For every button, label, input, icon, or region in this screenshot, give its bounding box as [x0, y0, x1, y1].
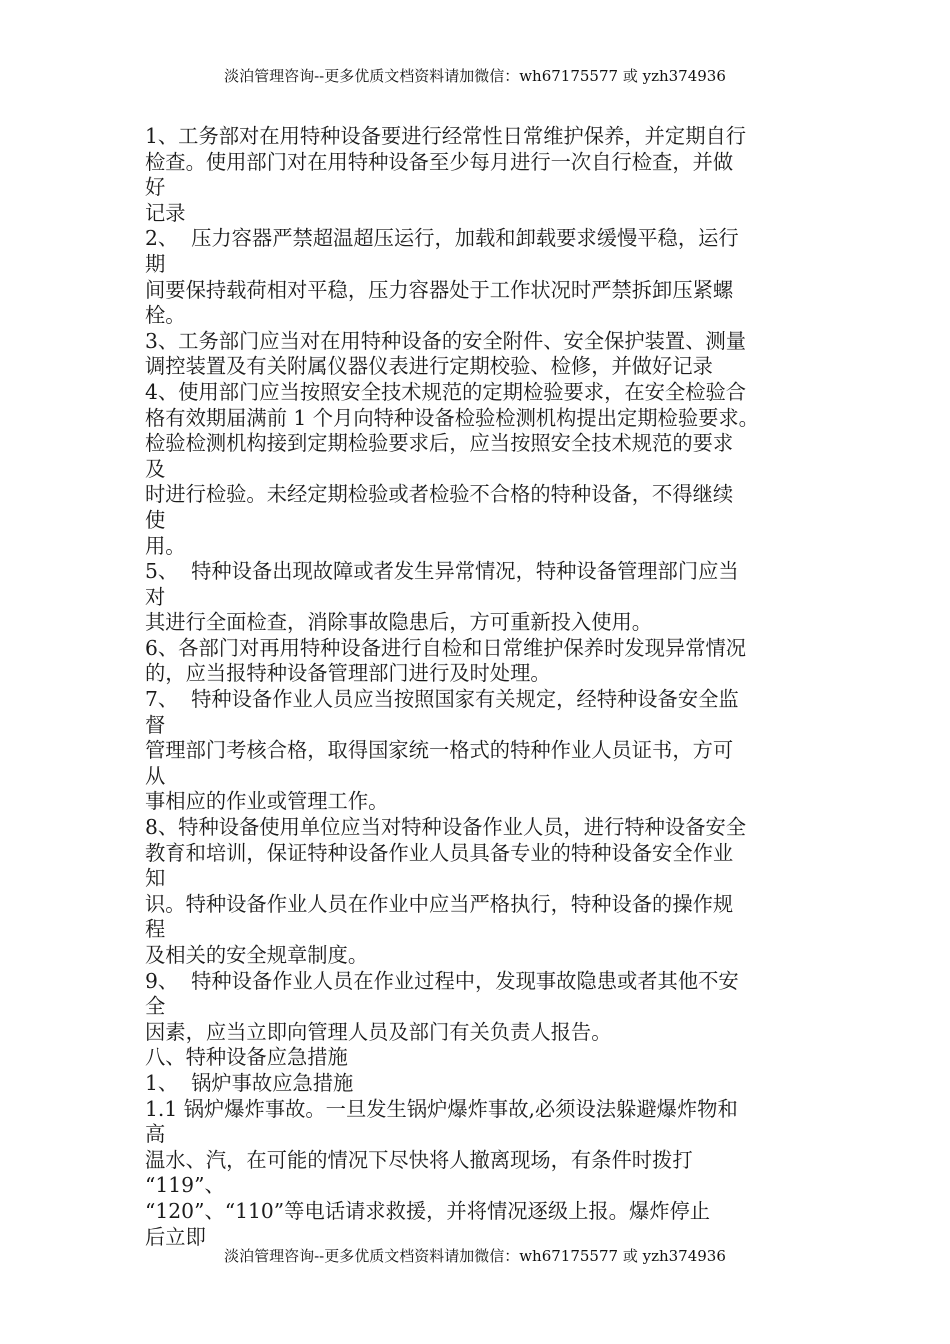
text-line: 1、工务部对在用特种设备要进行经常性日常维护保养，并定期自行 [145, 124, 747, 148]
subsection-heading: 1、 锅炉事故应急措施 [145, 1070, 354, 1095]
text-line: 格有效期届满前 1 个月向特种设备检验检测机构提出定期检验要求。 [145, 405, 759, 430]
text-line: 检验检测机构接到定期检验要求后，应当按照安全技术规范的要求 [145, 431, 734, 456]
section-heading: 八、特种设备应急措施 [145, 1045, 348, 1070]
text-line: 5、 特种设备出现故障或者发生异常情况，特种设备管理部门应当 [145, 559, 739, 584]
text-line: 7、 特种设备作业人员应当按照国家有关规定，经特种设备安全监 [145, 687, 739, 712]
text-line: 后立即 [145, 1224, 206, 1249]
text-line: 管理部门考核合格，取得国家统一格式的特种作业人员证书，方可 [145, 738, 734, 763]
text-line: “120”、“110”等电话请求救援，并将情况逐级上报。爆炸停止 [145, 1198, 711, 1223]
text-line: 用。 [145, 533, 186, 558]
text-line: 从 [145, 763, 166, 788]
text-line: 全 [145, 994, 166, 1019]
text-line: 识。特种设备作业人员在作业中应当严格执行，特种设备的操作规 [145, 891, 734, 916]
text-line: 好 [145, 175, 166, 200]
document-body [145, 124, 815, 1250]
text-line: 使 [145, 507, 166, 532]
text-line: 时进行检验。未经定期检验或者检验不合格的特种设备，不得继续 [145, 482, 734, 507]
text-line: 的，应当报特种设备管理部门进行及时处理。 [145, 661, 551, 686]
text-line: 栓。 [145, 303, 186, 328]
text-line: 及相关的安全规章制度。 [145, 943, 369, 967]
text-line: 调控装置及有关附属仪器仪表进行定期校验、检修，并做好记录 [145, 354, 713, 379]
text-line: 期 [145, 251, 166, 276]
text-line: 事相应的作业或管理工作。 [145, 789, 389, 814]
text-line: 温水、汽，在可能的情况下尽快将人撤离现场，有条件时拨打 [145, 1147, 693, 1172]
text-line: 记录 [145, 200, 186, 225]
text-line: 间要保持载荷相对平稳，压力容器处于工作状况时严禁拆卸压紧螺 [145, 277, 734, 302]
text-line: 因素，应当立即向管理人员及部门有关负责人报告。 [145, 1019, 612, 1044]
text-line: 高 [145, 1122, 166, 1147]
text-line: 8、特种设备使用单位应当对特种设备作业人员，进行特种设备安全 [145, 815, 747, 840]
text-line: “119”、 [145, 1173, 225, 1198]
text-line: 其进行全面检查，消除事故隐患后，方可重新投入使用。 [145, 610, 653, 635]
text-line: 3、工务部门应当对在用特种设备的安全附件、安全保护装置、测量 [145, 328, 747, 353]
text-line: 检查。使用部门对在用特种设备至少每月进行一次自行检查，并做 [145, 149, 734, 174]
page-footer: 淡泊管理咨询--更多优质文档资料请加微信：wh67175577 或 yzh374936 [224, 1247, 726, 1265]
text-line: 知 [145, 866, 166, 891]
text-line: 教育和培训，保证特种设备作业人员具备专业的特种设备安全作业 [145, 840, 734, 865]
text-line: 6、各部门对再用特种设备进行自检和日常维护保养时发现异常情况 [145, 635, 747, 660]
text-line: 督 [145, 712, 166, 737]
text-line: 程 [145, 917, 166, 942]
text-line: 对 [145, 584, 166, 609]
text-line: 4、使用部门应当按照安全技术规范的定期检验要求，在安全检验合 [145, 379, 747, 404]
text-line: 及 [145, 456, 166, 481]
text-line: 9、 特种设备作业人员在作业过程中，发现事故隐患或者其他不安 [145, 968, 739, 993]
text-line: 2、 压力容器严禁超温超压运行，加载和卸载要求缓慢平稳，运行 [145, 226, 739, 251]
text-line: 1.1 锅炉爆炸事故。一旦发生锅炉爆炸事故,必须设法躲避爆炸物和 [145, 1096, 738, 1121]
page-header: 淡泊管理咨询--更多优质文档资料请加微信：wh67175577 或 yzh374936 [224, 67, 726, 85]
